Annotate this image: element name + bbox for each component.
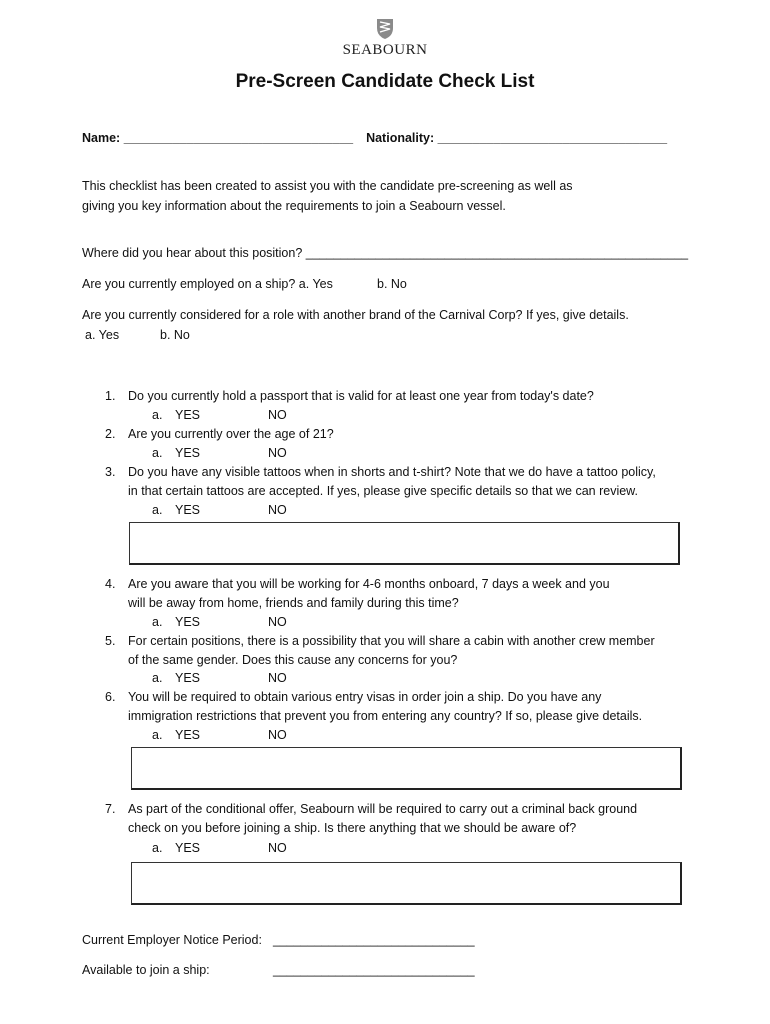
- option-letter: a.: [152, 841, 163, 855]
- question-text-cont: immigration restrictions that prevent you from entering any country? If so, please give details.: [128, 709, 643, 723]
- question-number: 5.: [105, 634, 116, 648]
- question-considered: Are you currently considered for a role with another brand of the Carnival Corp? If yes, give details.: [82, 308, 629, 322]
- option-yes[interactable]: YES: [175, 446, 201, 460]
- question-number: 2.: [105, 427, 116, 441]
- question-text: Do you have any visible tattoos when in shorts and t-shirt? Note that we do have a tattoo policy,: [128, 465, 656, 479]
- option-yes[interactable]: YES: [175, 503, 201, 517]
- question-text: You will be required to obtain various entry visas in order join a ship. Do you have any: [128, 690, 602, 704]
- option-letter: a.: [152, 615, 163, 629]
- question-employed-no[interactable]: b. No: [377, 277, 407, 291]
- option-letter: a.: [152, 408, 163, 422]
- question-considered-yes[interactable]: a. Yes: [85, 328, 120, 342]
- question-number: 3.: [105, 465, 116, 479]
- notice-period-label: Current Employer Notice Period:: [82, 933, 262, 947]
- option-no[interactable]: NO: [268, 615, 287, 629]
- nationality-line[interactable]: _________________________________: [437, 131, 668, 145]
- option-letter: a.: [152, 503, 163, 517]
- question-text-cont: check on you before joining a ship. Is there anything that we should be aware of?: [128, 821, 577, 835]
- details-box-immigration[interactable]: [131, 747, 682, 790]
- name-line[interactable]: _________________________________: [123, 131, 354, 145]
- option-no[interactable]: NO: [268, 446, 287, 460]
- option-no[interactable]: NO: [268, 671, 287, 685]
- option-yes[interactable]: YES: [175, 671, 201, 685]
- question-number: 4.: [105, 577, 116, 591]
- crest-icon: [376, 18, 394, 40]
- seabourn-logo: [335, 18, 435, 59]
- option-yes[interactable]: YES: [175, 615, 201, 629]
- name-nationality-row: [82, 131, 667, 145]
- question-hear-about: Where did you hear about this position? _______________________________________________________: [82, 246, 689, 260]
- question-text-cont: will be away from home, friends and family during this time?: [128, 596, 459, 610]
- option-letter: a.: [152, 446, 163, 460]
- details-box-background-check[interactable]: [131, 862, 682, 905]
- question-text: As part of the conditional offer, Seabourn will be required to carry out a criminal back ground: [128, 802, 638, 816]
- question-number: 6.: [105, 690, 116, 704]
- question-text: Are you aware that you will be working for 4-6 months onboard, 7 days a week and you: [128, 577, 610, 591]
- option-yes[interactable]: YES: [175, 408, 201, 422]
- question-considered-no[interactable]: b. No: [160, 328, 190, 342]
- available-line[interactable]: _____________________________: [273, 963, 475, 977]
- brand-name: SEABOURN: [342, 42, 428, 58]
- question-text-cont: in that certain tattoos are accepted. If yes, please give specific details so that we can review.: [128, 484, 638, 498]
- page-title: Pre-Screen Candidate Check List: [235, 71, 535, 92]
- name-label: Name:: [82, 131, 124, 145]
- option-letter: a.: [152, 671, 163, 685]
- question-text-cont: of the same gender. Does this cause any concerns for you?: [128, 653, 458, 667]
- available-label: Available to join a ship:: [82, 963, 210, 977]
- details-box-tattoos[interactable]: [129, 522, 680, 565]
- option-no[interactable]: NO: [268, 728, 287, 742]
- question-employed: Are you currently employed on a ship? a. Yes: [82, 277, 333, 291]
- question-text: Do you currently hold a passport that is valid for at least one year from today's date?: [128, 389, 594, 403]
- option-letter: a.: [152, 728, 163, 742]
- option-yes[interactable]: YES: [175, 728, 201, 742]
- question-number: 7.: [105, 802, 116, 816]
- intro-line-1: This checklist has been created to assist you with the candidate pre-screening as well as: [82, 179, 573, 193]
- option-yes[interactable]: YES: [175, 841, 201, 855]
- option-no[interactable]: NO: [268, 841, 287, 855]
- question-number: 1.: [105, 389, 116, 403]
- nationality-label: Nationality:: [366, 131, 438, 145]
- option-no[interactable]: NO: [268, 408, 287, 422]
- intro-line-2: giving you key information about the requirements to join a Seabourn vessel.: [82, 199, 506, 213]
- question-text: For certain positions, there is a possibility that you will share a cabin with another crew member: [128, 634, 655, 648]
- question-text: Are you currently over the age of 21?: [128, 427, 334, 441]
- notice-period-line[interactable]: _____________________________: [273, 933, 475, 947]
- option-no[interactable]: NO: [268, 503, 287, 517]
